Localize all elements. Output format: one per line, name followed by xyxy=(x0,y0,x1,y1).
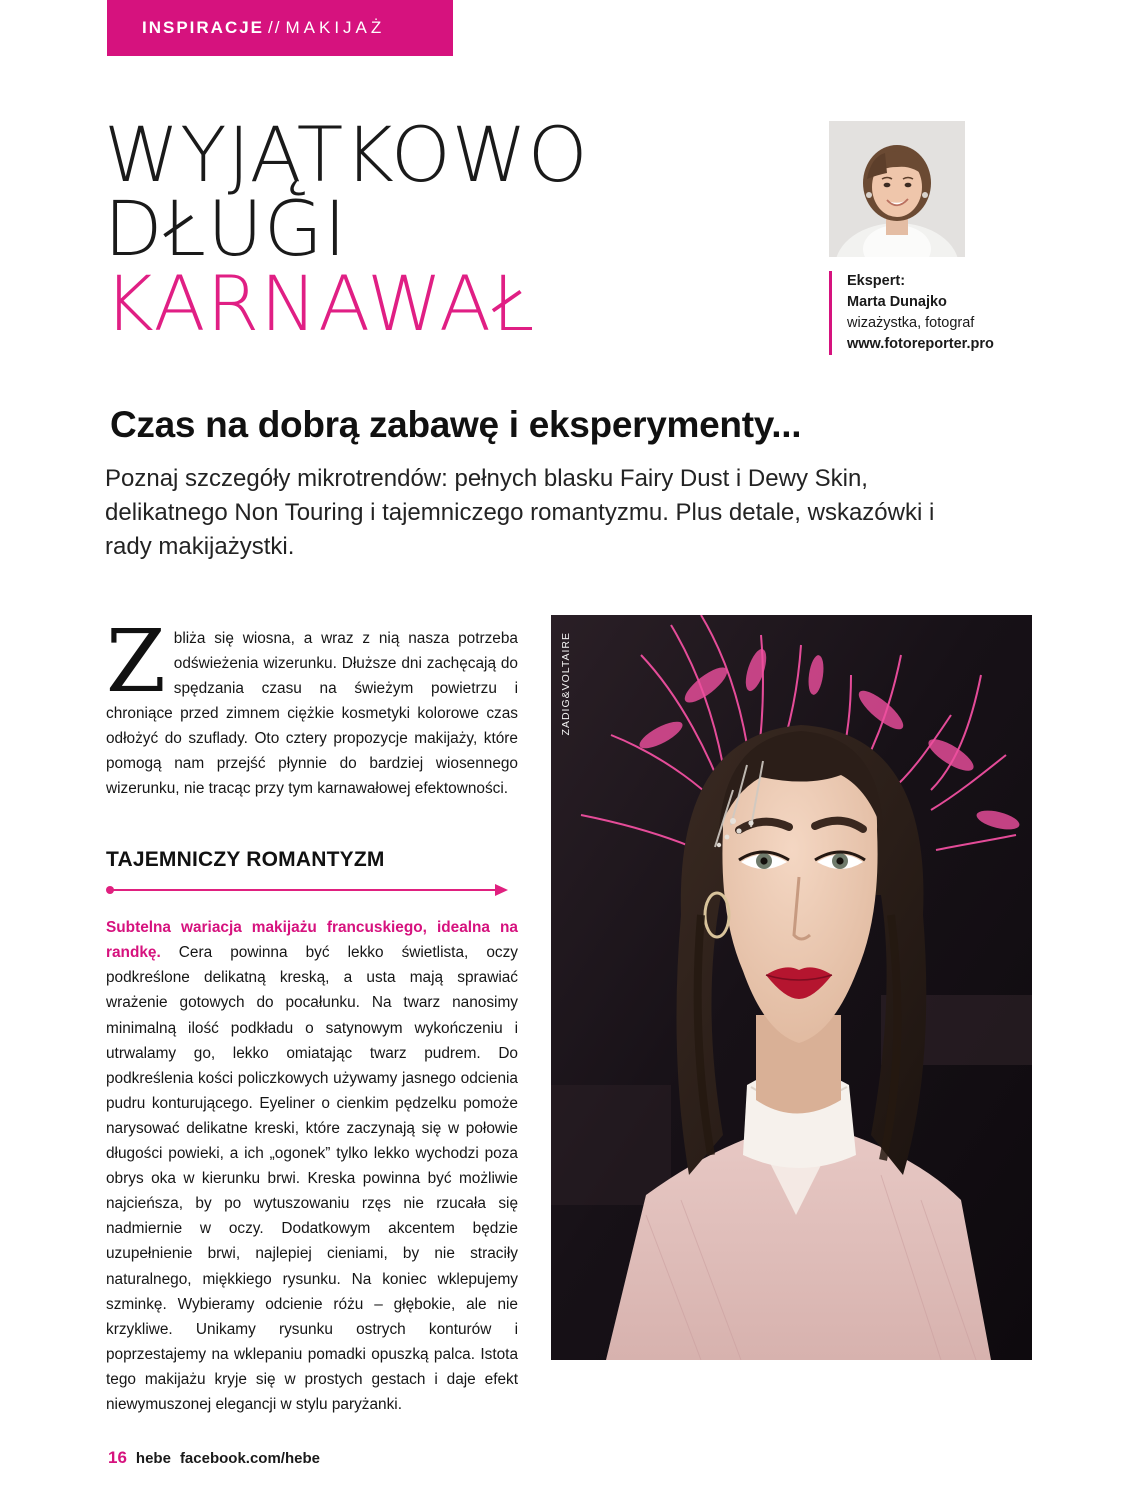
brand-logo: hebe xyxy=(135,1450,171,1467)
category-tag-main: INSPIRACJE xyxy=(142,18,265,37)
expert-label: Ekspert: xyxy=(847,273,906,289)
photo-credit: ZADIG&VOLTAIRE xyxy=(560,632,572,736)
expert-website[interactable]: www.fotoreporter.pro xyxy=(847,336,994,353)
headline-line-3: KARNAWAŁ xyxy=(104,258,536,348)
expert-info-box xyxy=(829,271,1049,355)
article-body-column xyxy=(106,612,518,1433)
section-paragraph xyxy=(106,915,518,1417)
page-title xyxy=(104,110,804,348)
intro-paragraph xyxy=(106,612,518,802)
social-link[interactable]: facebook.com/hebe xyxy=(179,1450,320,1467)
drop-cap: Z xyxy=(106,612,166,713)
main-fashion-photo xyxy=(551,615,1032,1360)
expert-role: wizażystka, fotograf xyxy=(847,315,975,332)
page-footer xyxy=(108,1448,320,1468)
standfirst-paragraph: Poznaj szczegóły mikrotrendów: pełnych blasku Fairy Dust i Dewy Skin, delikatnego Non Touring i tajemniczego romantyzmu. Plus detale, wskazówki i rady makijażystki. xyxy=(105,465,935,561)
headline-line-2: DŁUGI xyxy=(104,184,348,274)
category-tag-separator: // xyxy=(268,18,282,37)
arrow-line xyxy=(113,889,495,891)
headline-line-1: WYJĄTKOWO xyxy=(104,110,589,199)
arrow-head-icon xyxy=(495,884,508,896)
arrow-rule-divider xyxy=(106,883,510,897)
section-body-text: Cera powinna być lekko świetlista, oczy podkreślone delikatną kreską, a usta mają sprawiać wrażenie gotowych do pocałunku. Na twarz nanosimy minimalną ilość podkładu o satynowym wykończeniu i utrwalamy go, lekko omiatając twarz pudrem. Do podkreślenia kości policzkowych używamy jasnego odcienia pudru konturującego. Eyeliner o cienkim pędzelku pomoże narysować delikatne kreski, które zaczynają się w połowie długości powieki, a ich „ogonek” tylko lekko wychodzi poza obrys oka w kierunku brwi. Kreska powinna być możliwie najcieńsza, by po wytuszowaniu rzęs nie rzucała się nadmiernie w oczy. Dodatkowym akcentem będzie uzupełnienie brwi, najlepiej cieniami, by nie straciły naturalnego, miękkiego rysunku. Na koniec wklepujemy szminkę. Wybieramy odcienie różu – głębokie, ale nie krzykliwe. Unikamy rysunku ostrych konturów i poprzestajemy na wklepaniu pomadki opuszką palca. Istota tego makijażu kryje się w prostych gestach i daje efekt niewymuszonej elegancji w stylu paryżanki. xyxy=(106,944,518,1414)
section-lead: Subtelna wariacja makijażu francuskiego, idealna na randkę. xyxy=(106,919,518,962)
category-tag-sub: MAKIJAŻ xyxy=(285,18,386,37)
expert-portrait-photo xyxy=(829,121,965,257)
section-title: TAJEMNICZY ROMANTYZM xyxy=(106,848,385,872)
page-number: 16 xyxy=(108,1448,127,1467)
subheadline: Czas na dobrą zabawę i eksperymenty... xyxy=(110,404,802,445)
expert-name: Marta Dunajko xyxy=(847,294,947,311)
intro-text: bliża się wiosna, a wraz z nią nasza potrzeba odświeżenia wizerunku. Dłuższe dni zachęcają do spędzania czasu na świeżym powietrzu i chroniące przed zimnem ciężkie kosmetyki kolorowe czas odłożyć do szuflady. Oto cztery propozycje makijaży, które pomogą nam przejść płynnie do bardziej wiosennego wizerunku, nie tracąc przy tym karnawałowej efektowności. xyxy=(106,630,518,798)
category-tag xyxy=(107,0,453,56)
